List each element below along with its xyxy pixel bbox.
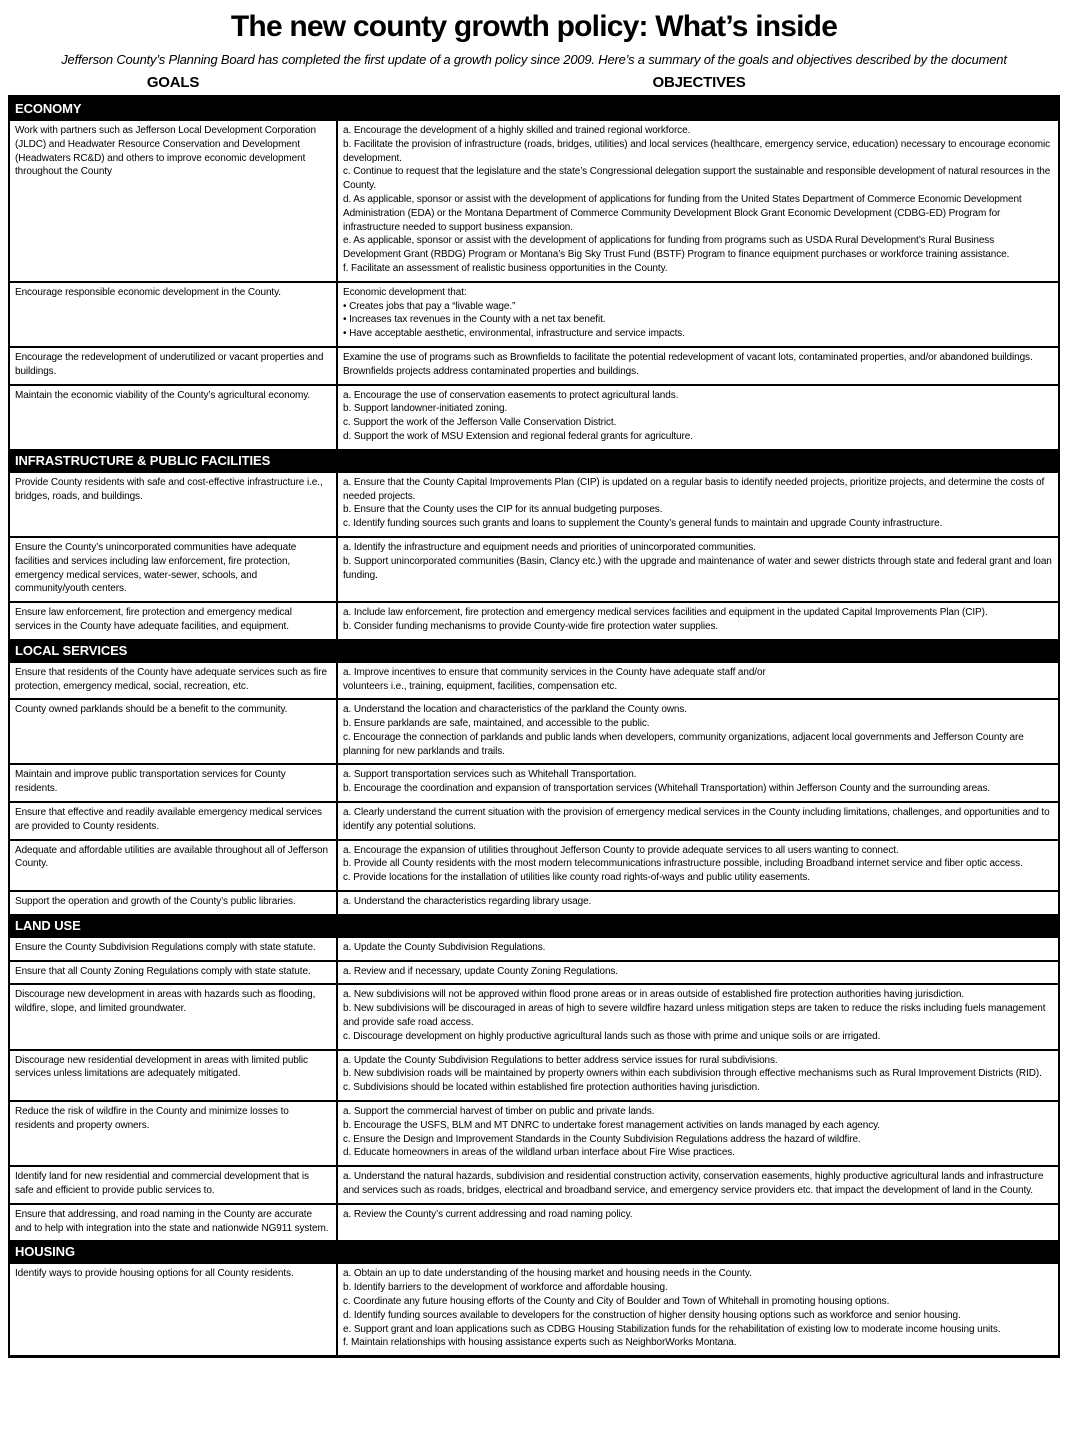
objective-item: a. New subdivisions will not be approved within flood prone areas or in areas outside of established fire protection authorities having jurisdiction. [343,989,965,1001]
objective-item: a. Include law enforcement, fire protection and emergency medical services facilities and equipment in the updated Capital Improvements Plan (CIP). [343,607,988,619]
objectives-cell [338,803,1058,839]
objective-item: b. New subdivision roads will be maintained by property owners within each subdivision through effective mechanisms such as Rural Improvement Districts (RID). [343,1068,1042,1080]
objective-item: c. Coordinate any future housing efforts of the County and City of Boulder and Town of Whitehall in promoting housing options. [343,1296,890,1307]
objectives-cell [338,1205,1058,1241]
objective-item: a. Identify the infrastructure and equipment needs and priorities of unincorporated communities. [343,541,756,553]
objective-item: e. Support grant and loan applications such as CDBG Housing Stabilization funds for the rehabilitation of existing low to moderate income housing units. [343,1323,1001,1335]
objective-item: a. Understand the characteristics regarding library usage. [343,896,592,908]
objectives-cell [338,765,1058,801]
objectives-cell [338,121,1058,281]
objective-item: a. Understand the location and characteristics of the parkland the County owns. [343,704,687,716]
goal-cell: Work with partners such as Jefferson Local Development Corporation (JLDC) and Headwater Resource Conservation and Development (Headwaters RC&D) and others to improve economic development throughout the County [10,121,338,281]
table-row [10,839,1058,890]
objective-item: a. Update the County Subdivision Regulations to better address service issues for rural subdivisions. [343,1054,778,1066]
page-subtitle: Jefferson County’s Planning Board has completed the first update of a growth policy since 2009. Here’s a summary of the goals and objectives described by the document [61,52,1007,67]
objective-item: a. Support the commercial harvest of timber on public and private lands. [343,1106,655,1118]
goal-cell: County owned parklands should be a benefit to the community. [10,700,338,763]
section-header: LOCAL SERVICES [10,639,1058,663]
goal-cell: Maintain the economic viability of the County’s agricultural economy. [10,386,338,449]
section-header: ECONOMY [10,97,1058,121]
objectives-cell [338,1264,1058,1355]
table-row [10,1165,1058,1203]
goal-cell: Identify land for new residential and commercial development that is safe and efficient to provide public services to. [10,1167,338,1203]
objective-item: b. Provide all County residents with the most modern telecommunications infrastructure possible, including Broadband internet service and fiber optic access. [343,858,1023,870]
table-row [10,1100,1058,1165]
table-row [10,1203,1058,1241]
goal-cell: Ensure the County’s unincorporated communities have adequate facilities and services including law enforcement, fire protection, emergency medical services, water-sewer, schools, and community/youth centers. [10,538,338,601]
objectives-cell [338,1102,1058,1165]
objective-item: b. Encourage the USFS, BLM and MT DNRC to undertake forest management activities on lands managed by each agency. [343,1119,880,1131]
table-row [10,473,1058,536]
goal-cell: Encourage the redevelopment of underutilized or vacant properties and buildings. [10,348,338,384]
goal-cell: Ensure that addressing, and road naming in the County are accurate and to help with integration into the state and nationwide NG911 system. [10,1205,338,1241]
table-row [10,384,1058,449]
objectives-cell [338,348,1058,384]
objectives-cell [338,962,1058,984]
objective-item: d. Identify funding sources available to developers for the construction of higher density housing options such as workforce and senior housing. [343,1309,961,1321]
table-row [10,938,1058,960]
objective-item: Examine the use of programs such as Brownfields to facilitate the potential redevelopment of vacant lots, contaminated properties, and/or abandoned buildings. Brownfields projects address contaminated properties and buildings. [343,351,1033,377]
column-headers [8,74,1060,91]
objective-item: a. Update the County Subdivision Regulations. [343,941,546,953]
table-row [10,601,1058,639]
goal-cell: Support the operation and growth of the County’s public libraries. [10,892,338,914]
objective-item: f. Facilitate an assessment of realistic business opportunities in the County. [343,262,668,274]
goal-cell: Reduce the risk of wildfire in the County and minimize losses to residents and property owners. [10,1102,338,1165]
table-row [10,960,1058,984]
objectives-cell [338,538,1058,601]
goal-cell: Ensure law enforcement, fire protection and emergency medical services in the County have adequate facilities, and equipment. [10,603,338,639]
objective-item: c. Provide locations for the installation of utilities like county road rights-of-ways and public utility easements. [343,872,810,884]
objective-item: c. Ensure the Design and Improvement Standards in the County Subdivision Regulations address the hazard of wildfire. [343,1133,861,1145]
page-title: The new county growth policy: What’s inside [230,10,838,43]
objectives-cell [338,603,1058,639]
table-row [10,698,1058,763]
goal-cell: Adequate and affordable utilities are available throughout all of Jefferson County. [10,841,338,890]
objective-item: volunteers i.e., training, equipment, facilities, compensation etc. [343,680,618,692]
table-row [10,281,1058,346]
goal-cell: Ensure the County Subdivision Regulations comply with state statute. [10,938,338,960]
objective-item: c. Identify funding sources such grants and loans to supplement the County’s general funds to maintain and upgrade County infrastructure. [343,518,943,530]
objectives-cell [338,1167,1058,1203]
table-row [10,890,1058,914]
table-row [10,983,1058,1048]
objectives-cell [338,985,1058,1048]
objectives-column-header: OBJECTIVES [652,74,746,91]
table-row [10,801,1058,839]
objective-item: d. Educate homeowners in areas of the wildland urban interface about Fire Wise practices. [343,1147,735,1159]
objective-item: a. Understand the natural hazards, subdivision and residential construction activity, conservation easements, highly productive agricultural lands and infrastructure and services such as roads, bridges, electrical and broadband service, and emergency service providers etc. that impact the development of land in the County. [343,1171,1044,1197]
objective-item: a. Encourage the development of a highly skilled and trained regional workforce. [343,125,691,136]
objective-item: Economic development that: [343,286,467,298]
objective-item: a. Ensure that the County Capital Improvements Plan (CIP) is updated on a regular basis to identify needed projects, prioritize projects, and determine the costs of needed projects. [343,476,1045,502]
objective-item: a. Clearly understand the current situation with the provision of emergency medical services in the County including limitations, challenges, and opportunities and to identify any potential solutions. [343,807,1050,832]
objective-item: • Increases tax revenues in the County with a net tax benefit. [343,314,606,326]
goal-cell: Identify ways to provide housing options for all County residents. [10,1264,338,1355]
objectives-cell [338,386,1058,449]
objective-item: a. Obtain an up to date understanding of the housing market and housing needs in the County. [343,1268,752,1280]
objective-item: a. Review and if necessary, update County Zoning Regulations. [343,965,618,977]
objective-item: • Have acceptable aesthetic, environmental, infrastructure and service impacts. [343,328,685,340]
objective-item: c. Encourage the connection of parklands and public lands when developers, community organizations, adjacent local governments and Jefferson County are planning for new parklands and trails. [343,731,1024,757]
objectives-cell [338,841,1058,890]
objective-item: • Creates jobs that pay a “livable wage.” [343,300,516,312]
table-row [10,763,1058,801]
objective-item: a. Encourage the expansion of utilities throughout Jefferson County to provide adequate services to all users wanting to connect. [343,844,899,856]
objective-item: c. Continue to request that the legislature and the state’s Congressional delegation support the sustainable and responsible development of natural resources in the County. [343,166,1051,192]
objective-item: e. As applicable, sponsor or assist with the development of applications for funding from programs such as USDA Rural Development’s Rural Business Development Grant (RBDG) Program or Montana’s Big Sky Trust Fund (BSTF) Program to finance equipment purchases or workforce training assistance. [343,235,1010,261]
table-row [10,121,1058,281]
policy-table [8,95,1060,1358]
objective-item: a. Support transportation services such as Whitehall Transportation. [343,769,637,781]
objective-item: b. New subdivisions will be discouraged in areas of high to severe wildfire hazard unless mitigation steps are taken to reduce the risks including fuels management and provide safe road access. [343,1003,1046,1029]
goal-cell: Encourage responsible economic development in the County. [10,283,338,346]
objective-item: b. Ensure that the County uses the CIP for its annual budgeting purposes. [343,504,663,516]
objective-item: b. Support landowner-initiated zoning. [343,403,508,415]
objectives-cell [338,938,1058,960]
objective-item: b. Support unincorporated communities (Basin, Clancy etc.) with the upgrade and maintenance of water and sewer districts through state and federal grant and loan funding. [343,555,1052,581]
objectives-cell [338,663,1058,699]
objective-item: b. Identify barriers to the development of workforce and affordable housing. [343,1282,668,1294]
objectives-cell [338,892,1058,914]
objectives-cell [338,283,1058,346]
table-row [10,1264,1058,1355]
goal-cell: Ensure that all County Zoning Regulations comply with state statute. [10,962,338,984]
objective-item: d. As applicable, sponsor or assist with the development of applications for funding from the United States Department of Commerce Economic Development Administration (EDA) or the Montana Department of Commerce Community Development Block Grant Economic Development (CDBG-ED) Program for infrastructure needed to support business expansion. [343,193,1022,233]
objective-item: b. Encourage the coordination and expansion of transportation services (Whitehall Transportation) within Jefferson County and the surrounding areas. [343,783,991,795]
objectives-cell [338,700,1058,763]
objective-item: c. Subdivisions should be located within established fire protection authorities having jurisdiction. [343,1082,760,1094]
objectives-cell [338,473,1058,536]
objective-item: c. Support the work of the Jefferson Valle Conservation District. [343,417,617,429]
goal-cell: Maintain and improve public transportation services for County residents. [10,765,338,801]
table-row [10,346,1058,384]
goal-cell: Discourage new development in areas with hazards such as flooding, wildfire, slope, and limited groundwater. [10,985,338,1048]
objective-item: b. Facilitate the provision of infrastructure (roads, bridges, utilities) and local services (healthcare, emergency service, education) necessary to encourage economic development. [343,138,1050,164]
objective-item: b. Ensure parklands are safe, maintained, and accessible to the public. [343,718,650,730]
section-header: INFRASTRUCTURE & PUBLIC FACILITIES [10,449,1058,473]
table-row [10,536,1058,601]
section-header: HOUSING [10,1240,1058,1264]
goal-cell: Ensure that residents of the County have adequate services such as fire protection, emergency medical, social, recreation, etc. [10,663,338,699]
goal-cell: Ensure that effective and readily available emergency medical services are provided to County residents. [10,803,338,839]
objective-item: c. Discourage development on highly productive agricultural lands such as those with prime and unique soils or are irrigated. [343,1030,881,1042]
goal-cell: Provide County residents with safe and cost-effective infrastructure i.e., bridges, roads, and buildings. [10,473,338,536]
table-row [10,663,1058,699]
goal-cell: Discourage new residential development in areas with limited public services unless limitations are adequately mitigated. [10,1051,338,1100]
objective-item: a. Review the County’s current addressing and road naming policy. [343,1208,633,1220]
objective-item: b. Consider funding mechanisms to provide County-wide fire protection water supplies. [343,620,719,632]
objective-item: f. Maintain relationships with housing assistance experts such as NeighborWorks Montana. [343,1337,737,1349]
objective-item: a. Improve incentives to ensure that community services in the County have adequate staff and/or [343,666,766,678]
objective-item: d. Support the work of MSU Extension and regional federal grants for agriculture. [343,430,693,442]
goals-column-header: GOALS [146,74,200,91]
objective-item: a. Encourage the use of conservation easements to protect agricultural lands. [343,389,679,401]
table-row [10,1049,1058,1100]
objectives-cell [338,1051,1058,1100]
section-header: LAND USE [10,914,1058,938]
